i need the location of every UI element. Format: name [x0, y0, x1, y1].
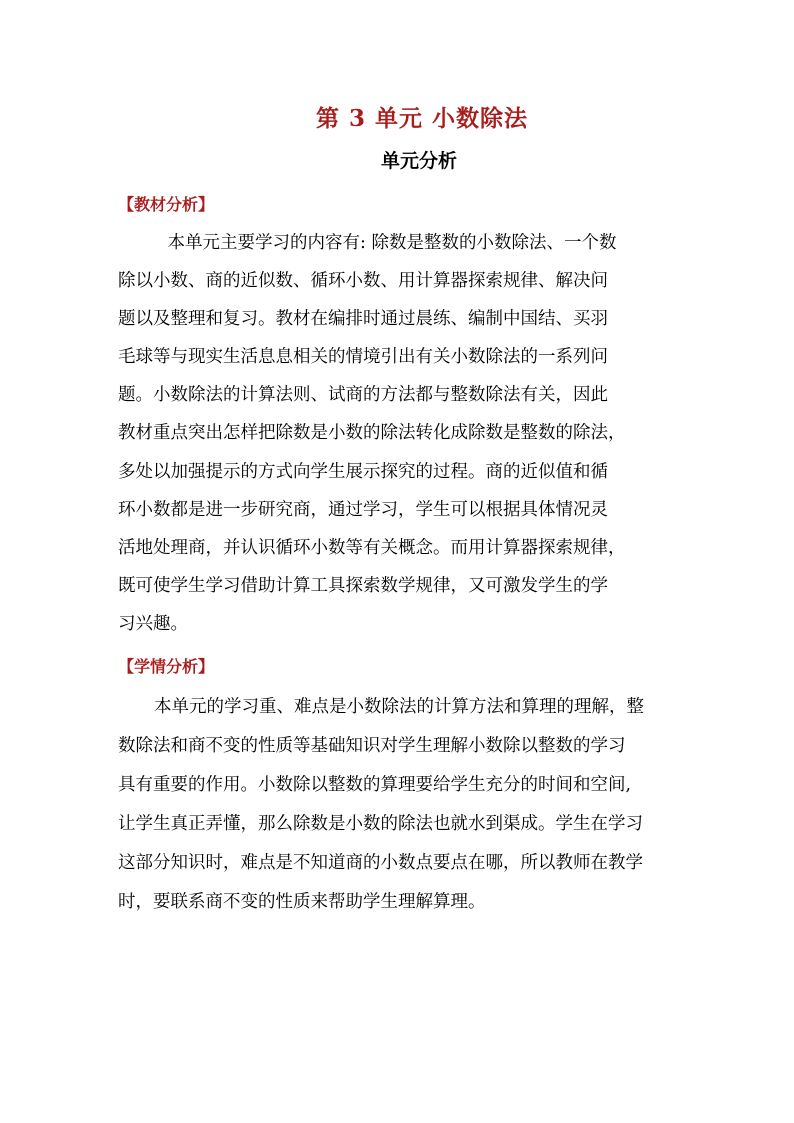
paragraph-line: 让学生真正弄懂，那么除数是小数的除法也就水到渠成。学生在学习: [118, 814, 643, 834]
paragraph-line: 既可使学生学习借助计算工具探索数学规律，又可激发学生的学: [118, 576, 608, 596]
paragraph-line: 本单元的学习重、难点是小数除法的计算方法和算理的理解，整: [154, 697, 644, 717]
paragraph-line: 数除法和商不变的性质等基础知识对学生理解小数除以整数的学习: [118, 736, 626, 756]
paragraph-line: 具有重要的作用。小数除以整数的算理要给学生充分的时间和空间,: [118, 775, 632, 795]
paragraph-line: 题以及整理和复习。教材在编排时通过晨练、编制中国结、买羽: [118, 309, 608, 329]
paragraph-line: 除以小数、商的近似数、循环小数、用计算器探索规律、解决问: [118, 271, 608, 291]
section-heading-textbook-analysis: 【教材分析】: [118, 195, 215, 214]
paragraph-line: 题。小数除法的计算法则、试商的方法都与整数除法有关，因此: [118, 385, 608, 405]
section-heading-student-analysis: 【学情分析】: [118, 657, 215, 676]
paragraph-line: 环小数都是进一步研究商，通过学习，学生可以根据具体情况灵: [118, 500, 608, 520]
document-subtitle: 单元分析: [380, 150, 457, 172]
paragraph-line: 活地处理商，并认识循环小数等有关概念。而用计算器探索规律，: [118, 538, 626, 558]
paragraph-line: 本单元主要学习的内容有: 除数是整数的小数除法、一个数: [150, 233, 617, 253]
document-title: 第 3 单元 小数除法: [315, 105, 529, 132]
paragraph-line: 毛球等与现实生活息息相关的情境引出有关小数除法的一系列问: [118, 347, 608, 367]
paragraph-line: 多处以加强提示的方式向学生展示探究的过程。商的近似值和循: [118, 462, 608, 482]
paragraph-line: 时，要联系商不变的性质来帮助学生理解算理。: [118, 892, 486, 912]
paragraph-line: 教材重点突出怎样把除数是小数的除法转化成除数是整数的除法，: [118, 423, 626, 443]
paragraph-line: 这部分知识时，难点是不知道商的小数点要点在哪，所以教师在教学: [118, 853, 643, 873]
paragraph-line: 习兴趣。: [118, 614, 188, 634]
